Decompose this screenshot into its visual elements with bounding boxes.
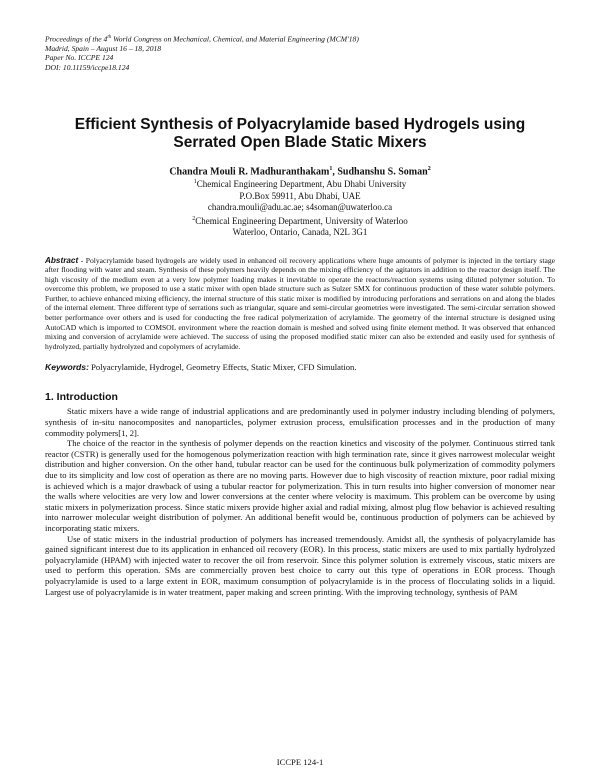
affiliation-2-address: Waterloo, Ontario, Canada, N2L 3G1 (232, 227, 368, 238)
abstract (45, 256, 555, 352)
affiliations (45, 177, 555, 238)
header-line-conference: Proceedings of the 4th World Congress on Mechanical, Chemical, and Material Engineering (MCM'18) (45, 34, 359, 44)
keywords (45, 362, 555, 372)
section-heading-introduction: 1. Introduction (45, 391, 118, 404)
affiliation-2: $^2$Chemical Engineering Department, University of Waterloo (192, 215, 408, 226)
paper-title: Efficient Synthesis of Polyacrylamide based Hydrogels using Serrated Open Blade Static Mixers (74, 116, 526, 152)
header-line-paper-number: Paper No. ICCPE 124 (45, 53, 114, 63)
author-emails: chandra.mouli@adu.ac.ae; s4soman@uwaterloo.ca (207, 202, 393, 213)
author-name: Chandra Mouli R. Madhuranthakam (169, 166, 330, 178)
abstract-text: - Polyacrylamide based hydrogels are widely used in enhanced oil recovery applications where huge amounts of polymer is injected in the tertiary stage after flooding with water and steam. Synthesis of these polymers heavily depends on the mixing efficiency of the agitators in addition to the reactor design itself. The high viscosity of the medium even at a very low polymer loading makes it inevitable to operate the reactors/reaction systems using diluted polymer solution. To overcome this problem, we proposed to use a static mixer with open blade structure such as Sulzer SMX for continuous production of these water soluble polymers. Further, to achieve enhanced mixing efficiency, the internal structure of this static mixer is modified by introducing perforations and serrations on and along the blades of the internal element. Three different type of serrations such as triangular, square and semi-circular geometries were investigated. The semi-circular serration showed better performance over others and is used for conducting the free radical polymerization of acrylamide. The geometry of the internal structure is designed using AutoCAD which is imported to COMSOL environment where the reaction domain is meshed and solved using finite element method. It was observed that enhanced mixing and conversion of acrylamide were achieved. The success of using the proposed modified static mixer can also be extended and easily used for synthesis of hydrolyzed, partially hydrolyzed and copolymers of acrylamide. (45, 255, 555, 351)
keywords-text: Polyacrylamide, Hydrogel, Geometry Effects, Static Mixer, CFD Simulation. (88, 362, 357, 373)
header-line-doi: DOI: 10.11159/iccpe18.124 (45, 62, 130, 72)
affiliation-1-address: P.O.Box 59911, Abu Dhabi, UAE (239, 190, 361, 201)
introduction-body (45, 406, 555, 597)
proceedings-header (45, 33, 555, 72)
header-line-location: Madrid, Spain – August 16 – 18, 2018 (45, 43, 162, 53)
author-list: Chandra Mouli R. Madhuranthakam$^1$, Sudhanshu S. Soman$^2$ (169, 166, 431, 178)
author-name: Sudhanshu S. Soman (337, 166, 428, 178)
abstract-label: Abstract (45, 255, 79, 265)
affiliation-1: $^1$Chemical Engineering Department, Abu Dhabi University (193, 179, 407, 190)
paragraph: The choice of the reactor in the synthesis of polymer depends on the reaction kinetics and viscosity of the polymer. Continuous stirred tank reactor (CSTR) is generally used for the homogenous polymerization reaction with high termination rate, since it gives narrowest molecular weight distribution and higher conversion. On the other hand, tubular reactor can be used for the continuous bulk polymerization of commodity polymers due to its simplicity and low cost of operation as there are no moving parts. However due to high viscosity of reaction mixture, poor radial mixing is achieved which is a major drawback of using a tubular reactor for polymerization. This in turn results into higher conversion of monomer near the walls where velocities are very low and lower conversions at the center where velocity is maximum. This problem can be overcome by using static mixers in polymerization process. Since static mixers provide higher axial and radial mixing, almost plug flow behavior is achieved resulting into narrower molecular weight distribution of polymer. An additional benefit would be, continuous production of polymers can be achieved by incorporating static mixers. (45, 438, 555, 533)
keywords-label: Keywords: (45, 362, 89, 373)
paragraph: Use of static mixers in the industrial production of polymers has increased tremendously. Amidst all, the synthesis of polyacrylamide has gained significant interest due to its application in enhanced oil recovery (EOR). In this process, static mixers are used to mix partially hydrolyzed polyacrylamide (HPAM) with injected water to recover the oil from reservoir. Since this polymer solution is extremely viscous, static mixers are used to perform this operation. SMs are commercially proven best choice to carry out this type of operations in EOR process. Though polyacrylamide is used to a large extent in EOR, maximum consumption of polyacrylamide is in the process of flocculating solids in a liquid. Largest use of polyacrylamide is in water treatment, paper making and screen printing. With the improving technology, synthesis of PAM (45, 533, 555, 597)
page-footer: ICCPE 124-1 (276, 757, 324, 767)
paragraph: Static mixers have a wide range of industrial applications and are predominantly used in polymer industry including blending of polymers, synthesis of in-situ nanocomposites and nanoparticles, polymer extrusion process, emulsification processes and in the production of many commodity polymers[1, 2]. (45, 406, 555, 438)
